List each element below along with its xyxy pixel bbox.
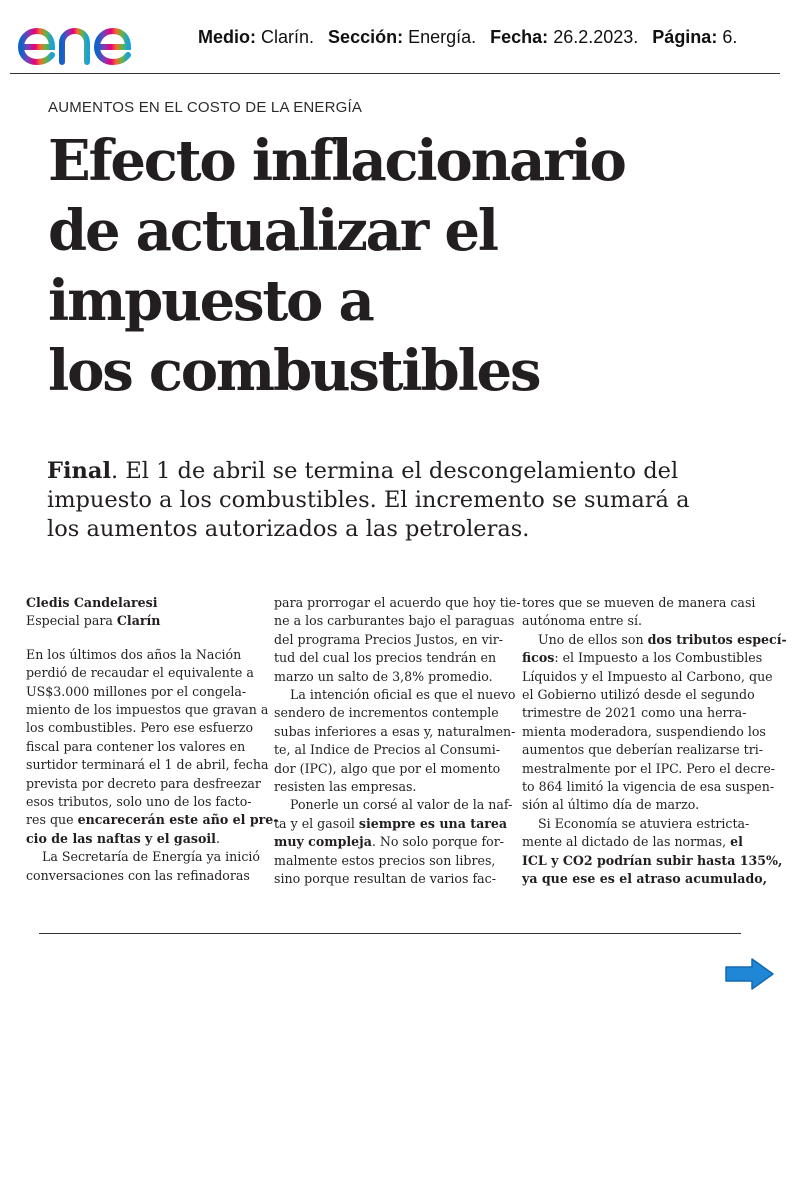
lead-line: los aumentos autorizados a las petroleras. (47, 516, 530, 542)
article-column-1 (26, 594, 279, 885)
headline-line: impuesto a (48, 268, 373, 334)
headline-line: de actualizar el (48, 198, 497, 264)
paragraph-line: aumentos que deberían realizarse tri- (522, 742, 764, 758)
paragraph-line: miento de los impuestos que gravan a (26, 702, 269, 718)
medio-value: Clarín. (261, 27, 315, 47)
article-column-2 (274, 594, 521, 889)
highlight-text: ya que ese es el atraso acumulado, (522, 871, 768, 887)
pagina-value: 6. (722, 27, 738, 47)
paragraph-line: ficos: el Impuesto a los Combustibles (522, 650, 763, 666)
paragraph-line: Uno de ellos son dos tributos especí- (538, 631, 787, 647)
paragraph-line: La Secretaría de Energía ya inició (42, 849, 260, 865)
paragraph-line: para prorrogar el acuerdo que hoy tie- (274, 595, 521, 610)
paragraph-line: autónoma entre sí. (522, 613, 643, 629)
paragraph-line: sino porque resultan de varios fac- (274, 871, 496, 887)
paragraph-line: dor (IPC), algo que por el momento (274, 760, 501, 776)
highlight-text: muy compleja (274, 834, 372, 850)
byline-author: Cledis Candelaresi (26, 595, 158, 610)
highlight-text: siempre es una tarea (358, 815, 508, 831)
paragraph-line: Ponerle un corsé al valor de la naf- (290, 797, 513, 813)
paragraph-line: cio de las naftas y el gasoil. (26, 830, 220, 846)
paragraph-line: el Gobierno utilizó desde el segundo (522, 687, 755, 703)
enel-logo-icon (16, 16, 170, 66)
paragraph-line: te, al Indice de Precios al Consumi- (274, 742, 501, 758)
enel-logo (16, 16, 170, 66)
highlight-text: ICL y CO2 podrían subir hasta 135%, (522, 852, 783, 868)
medio-label: Medio: (198, 27, 256, 47)
paragraph-line: Si Economía se atuviera estricta- (538, 815, 750, 831)
headline-line: Efecto inflacionario (48, 128, 625, 194)
paragraph-line: marzo un salto de 3,8% promedio. (274, 668, 493, 684)
lead-label: Final (47, 458, 112, 484)
arrow-right-icon[interactable] (722, 956, 776, 992)
paragraph-line: US$3.000 millones por el congela- (26, 683, 247, 699)
fecha-value: 26.2.2023. (553, 27, 639, 47)
seccion-label: Sección: (328, 27, 404, 47)
paragraph-line: ne a los carburantes bajo el paraguas (274, 613, 515, 629)
paragraph-line (522, 870, 768, 888)
paragraph-line: La intención oficial es que el nuevo (290, 687, 516, 703)
paragraph-line: mente al dictado de las normas, el (522, 834, 743, 850)
paragraph-line: surtidor terminará el 1 de abril, fecha (26, 757, 269, 773)
paragraph-line: esos tributos, solo uno de los facto- (26, 794, 252, 810)
highlight-text: dos tributos especí- (647, 631, 787, 647)
paragraph-line: resisten las empresas. (274, 779, 417, 795)
publication-info (198, 27, 737, 48)
footer-divider (39, 933, 741, 934)
headline-line: los combustibles (48, 338, 540, 404)
lead-line: impuesto a los combustibles. El incremento se sumará a (47, 487, 690, 513)
pagina-label: Página: (652, 27, 718, 47)
paragraph-line: ta y el gasoil siempre es una tarea (274, 815, 508, 831)
paragraph-line: prevista por decreto para desfreezar (26, 775, 261, 791)
paragraph-line: los combustibles. Pero ese esfuerzo (26, 720, 254, 736)
paragraph-line: perdió de recaudar el equivalente a (26, 665, 254, 681)
paragraph-line: conversaciones con las refinadoras (26, 867, 250, 883)
paragraph-line: sión al último día de marzo. (522, 797, 700, 813)
byline-outlet: Clarín (116, 613, 161, 629)
article-headline (48, 126, 768, 406)
highlight-text: cio de las naftas y el gasoil (26, 830, 216, 846)
paragraph-line: malmente estos precios son libres, (274, 852, 496, 868)
paragraph-line (522, 852, 783, 870)
article-column-3 (522, 594, 787, 889)
highlight-text: encarecerán este año el pre- (77, 812, 279, 828)
article-lead (47, 457, 737, 544)
seccion-value: Energía. (408, 27, 477, 47)
paragraph-line: to 864 limitó la vigencia de esa suspen- (522, 779, 775, 795)
paragraph-line: mienta moderadora, suspendiendo los (522, 723, 766, 739)
next-page-button[interactable] (722, 956, 776, 992)
paragraph-line: subas inferiores a esas y, naturalmen- (274, 723, 516, 739)
paragraph-line: En los últimos dos años la Nación (26, 646, 242, 662)
paragraph-line: del programa Precios Justos, en vir- (274, 631, 504, 647)
fecha-label: Fecha: (490, 27, 549, 47)
paragraph-line: mestralmente por el IPC. Pero el decre- (522, 760, 776, 776)
header-divider (10, 73, 780, 74)
paragraph-line: trimestre de 2021 como una herra- (522, 705, 747, 721)
paragraph-line: sendero de incrementos contemple (274, 705, 499, 721)
paragraph-line: res que encarecerán este año el pre- (26, 812, 279, 828)
paragraph-line: tores que se mueven de manera casi (522, 595, 756, 610)
byline-role: Especial para Clarín (26, 613, 161, 629)
highlight-text: ficos (522, 650, 555, 666)
article-kicker: AUMENTOS EN EL COSTO DE LA ENERGÍA (48, 99, 363, 116)
paragraph-line: Líquidos y el Impuesto al Carbono, que (522, 668, 773, 684)
paragraph-line: muy compleja. No solo porque for- (274, 834, 504, 850)
paragraph-line: tud del cual los precios tendrán en (274, 650, 497, 666)
paragraph-line: fiscal para contener los valores en (26, 738, 246, 754)
highlight-text: el (730, 834, 743, 850)
lead-line: . El 1 de abril se termina el descongelamiento del (111, 458, 679, 484)
